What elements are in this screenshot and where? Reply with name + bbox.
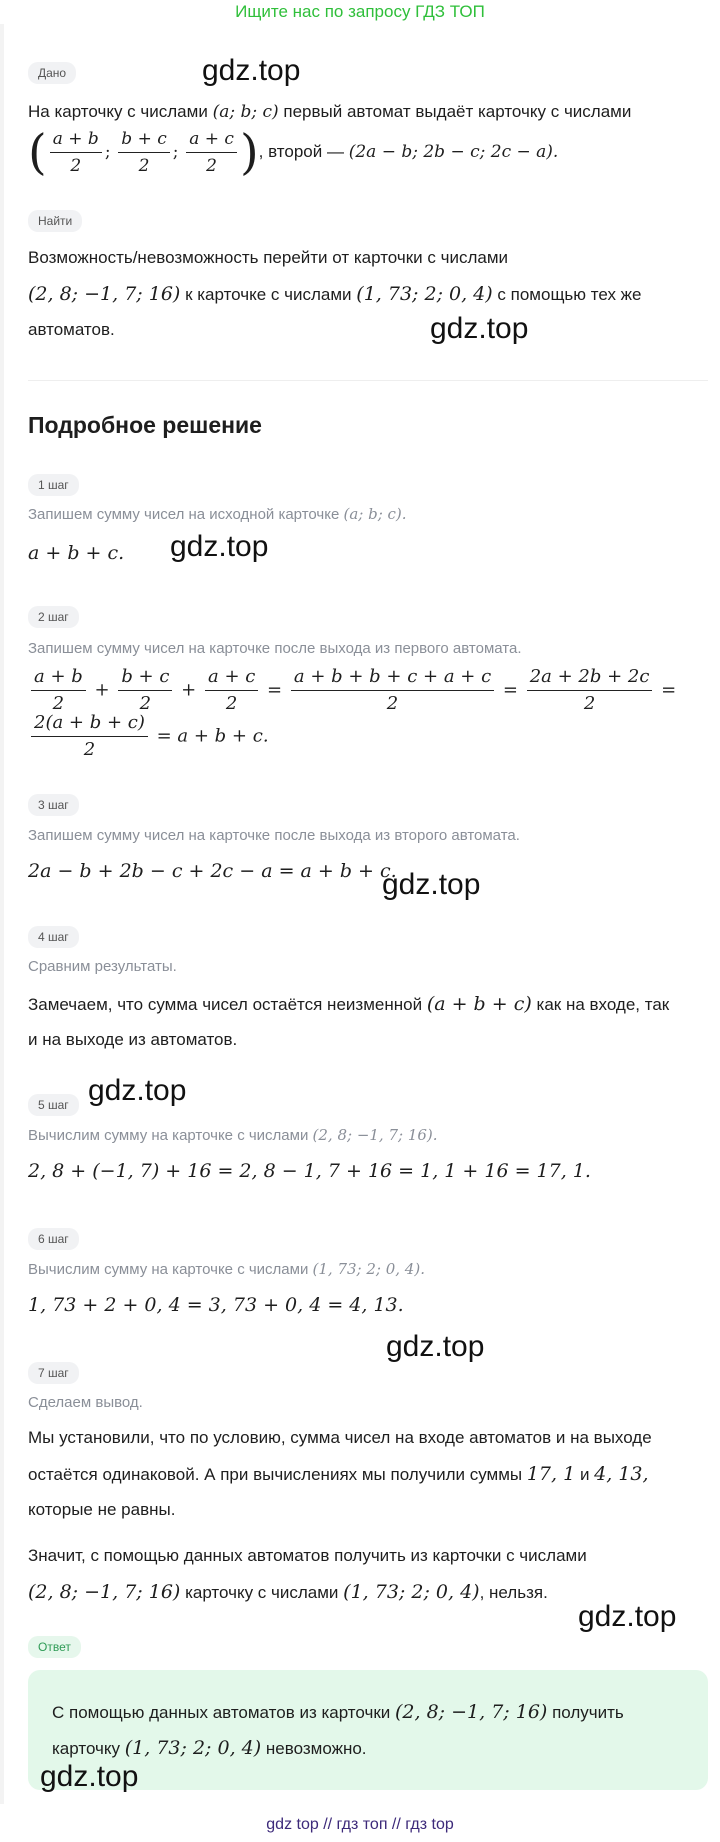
divider: [28, 380, 708, 381]
find-line1: Возможность/невозможность перейти от карточки с числами: [28, 248, 509, 267]
watermark: gdz.top: [430, 312, 529, 345]
step-desc: Запишем сумму чисел на исходной карточке (a; b; c).: [28, 505, 407, 523]
step4-text2: и на выходе из автоматов.: [28, 1030, 238, 1049]
answer-line1: С помощью данных автоматов из карточки (2, 8; −1, 7; 16) получить: [52, 1701, 624, 1723]
step-desc: Запишем сумму чисел на карточке после выхода из первого автомата.: [28, 640, 522, 657]
step7-p2-l2: (2, 8; −1, 7; 16) карточку с числами (1, 73; 2; 0, 4), нельзя.: [28, 1581, 548, 1603]
step-chip: 5 шаг: [28, 1094, 79, 1116]
find-line2: (2, 8; −1, 7; 16) к карточке с числами (1, 73; 2; 0, 4) с помощью тех же: [28, 283, 642, 305]
answer-line2: карточку (1, 73; 2; 0, 4) невозможно.: [52, 1737, 367, 1759]
step-formula: 2a − b + 2b − c + 2c − a = a + b + c.: [28, 860, 397, 882]
step-chip: 1 шаг: [28, 474, 79, 496]
given-line1: На карточку с числами (a; b; c) первый автомат выдаёт карточку с числами: [28, 102, 632, 122]
left-border: [0, 24, 4, 1804]
step-chip: 2 шаг: [28, 606, 79, 628]
given-formula: ( $\frac{a + b}{2}$ ; $\frac{b + c}{2}$ ; $\frac{a + c}{2}$ ), второй — (2a − b; 2b − c; 2c − a).: [28, 124, 559, 181]
step-desc: Запишем сумму чисел на карточке после выхода из второго автомата.: [28, 827, 520, 844]
step2-row2: $\frac{2(a + b + c)}{2}$ = a + b + c.: [28, 710, 269, 763]
watermark: gdz.top: [40, 1760, 139, 1793]
step-chip: 3 шаг: [28, 794, 79, 816]
step-desc: Сравним результаты.: [28, 958, 177, 975]
step-formula: a + b + c.: [28, 542, 125, 564]
watermark: gdz.top: [88, 1074, 187, 1107]
answer-chip: Ответ: [28, 1636, 81, 1658]
step7-p1-l3: которые не равны.: [28, 1500, 176, 1519]
step-chip: 4 шаг: [28, 926, 79, 948]
step4-text1: Замечаем, что сумма чисел остаётся неизменной (a + b + c) как на входе, так: [28, 993, 670, 1015]
step-chip: 6 шаг: [28, 1228, 79, 1250]
watermark: gdz.top: [202, 54, 301, 87]
find-chip: Найти: [28, 210, 82, 232]
find-line3: автоматов.: [28, 320, 115, 339]
watermark: gdz.top: [386, 1330, 485, 1363]
watermark: gdz.top: [170, 530, 269, 563]
step-formula: 1, 73 + 2 + 0, 4 = 3, 73 + 0, 4 = 4, 13.: [28, 1294, 404, 1316]
given-chip: Дано: [28, 62, 76, 84]
step-desc: Вычислим сумму на карточке с числами (2, 8; −1, 7; 16).: [28, 1126, 438, 1144]
watermark: gdz.top: [578, 1600, 677, 1633]
step7-p1-l1: Мы установили, что по условию, сумма чисел на входе автоматов и на выходе: [28, 1428, 652, 1447]
top-banner[interactable]: Ищите нас по запросу ГДЗ ТОП: [235, 2, 485, 21]
step-formula: 2, 8 + (−1, 7) + 16 = 2, 8 − 1, 7 + 16 = 1, 1 + 16 = 17, 1.: [28, 1160, 591, 1182]
step-desc: Вычислим сумму на карточке с числами (1, 73; 2; 0, 4).: [28, 1260, 425, 1278]
watermark: gdz.top: [382, 868, 481, 901]
step7-p2-l1: Значит, с помощью данных автоматов получить из карточки с числами: [28, 1546, 587, 1565]
step-chip: 7 шаг: [28, 1362, 79, 1384]
solution-title: Подробное решение: [28, 412, 262, 438]
footer-links[interactable]: gdz top // гдз топ // гдз top: [266, 1816, 454, 1833]
step7-p1-l2: остаётся одинаковой. А при вычислениях мы получили суммы 17, 1 и 4, 13,: [28, 1463, 649, 1485]
step-desc: Сделаем вывод.: [28, 1394, 143, 1411]
step2-row1: $\frac{a + b}{2}$ + $\frac{b + c}{2}$ + $\frac{a + c}{2}$ = $\frac{a + b + b + c + a + c}{2}$ = $\frac{2a + 2b + 2c}{2}$ =: [28, 664, 676, 717]
